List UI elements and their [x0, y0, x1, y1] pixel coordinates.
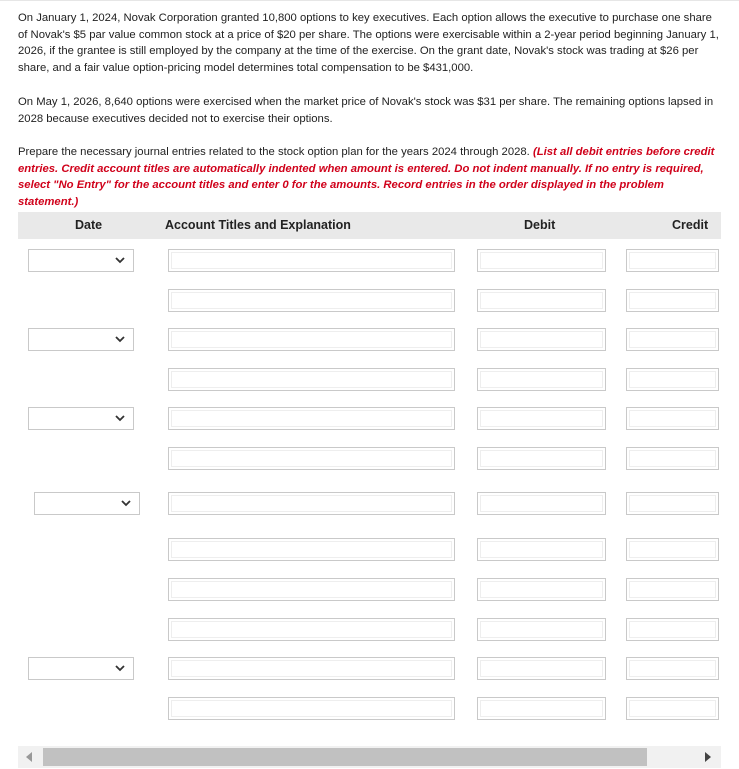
credit-input-6[interactable]: [626, 447, 719, 470]
top-divider: [0, 0, 739, 1]
account-input-10[interactable]: [168, 618, 455, 641]
chevron-down-icon: [120, 496, 132, 510]
debit-input-11[interactable]: [477, 657, 606, 680]
debit-input-6[interactable]: [477, 447, 606, 470]
chevron-down-icon: [114, 411, 126, 425]
chevron-down-icon: [114, 253, 126, 267]
credit-input-8[interactable]: [626, 538, 719, 561]
horizontal-scrollbar[interactable]: [18, 746, 721, 768]
credit-input-9[interactable]: [626, 578, 719, 601]
debit-input-9[interactable]: [477, 578, 606, 601]
account-input-11[interactable]: [168, 657, 455, 680]
instructions-text: (List all debit entries before credit entries. Credit account titles are automatically indented when amount is entered. Do not indent manually. If no entry is required, select "No Entry" for the account titles and enter 0 for the amounts. Record entries in the order displayed in the problem statement.): [18, 146, 715, 208]
date-column-header: Date: [75, 218, 103, 232]
credit-input-2[interactable]: [626, 289, 719, 312]
chevron-down-icon: [114, 661, 126, 675]
date-select-2[interactable]: [28, 328, 134, 351]
account-input-3[interactable]: [168, 328, 455, 351]
account-input-2[interactable]: [168, 289, 455, 312]
debit-input-12[interactable]: [477, 697, 606, 720]
account-input-6[interactable]: [168, 447, 455, 470]
credit-input-7[interactable]: [626, 492, 719, 515]
debit-input-7[interactable]: [477, 492, 606, 515]
debit-input-2[interactable]: [477, 289, 606, 312]
debit-input-8[interactable]: [477, 538, 606, 561]
account-input-1[interactable]: [168, 249, 455, 272]
date-select-4[interactable]: [34, 492, 140, 515]
credit-input-5[interactable]: [626, 407, 719, 430]
date-select-3[interactable]: [28, 407, 134, 430]
date-select-1[interactable]: [28, 249, 134, 272]
debit-input-5[interactable]: [477, 407, 606, 430]
scroll-thumb[interactable]: [43, 748, 647, 766]
credit-input-4[interactable]: [626, 368, 719, 391]
problem-paragraph-3: [18, 144, 722, 210]
debit-column-header: Debit: [524, 218, 556, 232]
credit-input-10[interactable]: [626, 618, 719, 641]
problem-paragraph-1: On January 1, 2024, Novak Corporation granted 10,800 options to key executives. Each option allows the executive to purchase one share of Novak's $5 par value common stock at a price of $20 per share. The options were exercisable within a 2-year period beginning January 1, 2026, if the grantee is still employed by the company at the time of the exercise. On the grant date, Novak's stock was trading at $26 per share, and a fair value option-pricing model determines total compensation to be $431,000.: [18, 12, 719, 74]
debit-input-1[interactable]: [477, 249, 606, 272]
account-input-12[interactable]: [168, 697, 455, 720]
problem-statement: [18, 10, 722, 208]
account-input-4[interactable]: [168, 368, 455, 391]
chevron-down-icon: [114, 332, 126, 346]
debit-input-3[interactable]: [477, 328, 606, 351]
credit-input-1[interactable]: [626, 249, 719, 272]
debit-input-4[interactable]: [477, 368, 606, 391]
problem-paragraph-2: On May 1, 2026, 8,640 options were exercised when the market price of Novak's stock was $31 per share. The remaining options lapsed in 2028 because executives decided not to exercise their options.: [18, 96, 714, 125]
debit-input-10[interactable]: [477, 618, 606, 641]
account-input-9[interactable]: [168, 578, 455, 601]
account-input-8[interactable]: [168, 538, 455, 561]
credit-input-3[interactable]: [626, 328, 719, 351]
arrow-left-icon[interactable]: [26, 752, 32, 762]
credit-input-12[interactable]: [626, 697, 719, 720]
credit-column-header: Credit: [672, 218, 709, 232]
journal-table-header: [18, 212, 721, 239]
account-column-header: Account Titles and Explanation: [165, 218, 351, 232]
account-input-5[interactable]: [168, 407, 455, 430]
date-select-5[interactable]: [28, 657, 134, 680]
task-text: Prepare the necessary journal entries related to the stock option plan for the years 2024 through 2028.: [18, 146, 530, 158]
arrow-right-icon[interactable]: [705, 752, 711, 762]
credit-input-11[interactable]: [626, 657, 719, 680]
account-input-7[interactable]: [168, 492, 455, 515]
